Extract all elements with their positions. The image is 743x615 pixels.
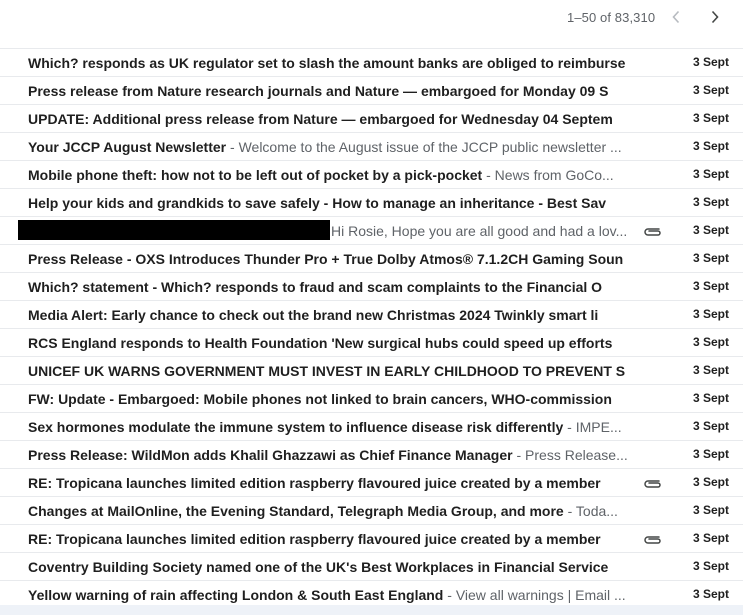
email-row[interactable] — [0, 469, 743, 497]
email-snippet: News from GoCo... — [494, 167, 614, 183]
email-subject: UPDATE: Additional press release from Nature — embargoed for Wednesday 04 Septem — [28, 111, 613, 127]
email-date: 3 Sept — [692, 167, 729, 181]
email-summary — [28, 531, 632, 547]
email-subject: Help your kids and grandkids to save safely - How to manage an inheritance - Best Sav — [28, 195, 607, 211]
email-row[interactable] — [0, 525, 743, 553]
email-row[interactable] — [0, 77, 743, 105]
email-subject: RCS England responds to Health Foundation 'New surgical hubs could speed up efforts — [28, 335, 613, 351]
email-summary — [331, 223, 632, 239]
email-summary — [28, 447, 632, 463]
chevron-left-icon — [671, 10, 681, 24]
email-date: 3 Sept — [692, 475, 729, 489]
email-date: 3 Sept — [692, 503, 729, 517]
email-summary — [28, 307, 632, 323]
subject-snippet-separator: - — [482, 167, 495, 183]
email-date: 3 Sept — [692, 195, 729, 209]
email-subject: Which? statement - Which? responds to fraud and scam complaints to the Financial O — [28, 279, 603, 295]
email-summary — [28, 559, 632, 575]
email-summary — [28, 335, 632, 351]
email-date: 3 Sept — [692, 111, 729, 125]
email-row[interactable] — [0, 273, 743, 301]
email-row[interactable] — [0, 245, 743, 273]
older-page-button[interactable] — [664, 4, 688, 30]
email-date: 3 Sept — [692, 279, 729, 293]
email-summary — [28, 279, 632, 295]
email-subject: Yellow warning of rain affecting London & South East England — [28, 587, 444, 603]
email-date: 3 Sept — [692, 335, 729, 349]
email-summary — [28, 167, 632, 183]
email-summary — [28, 111, 632, 127]
email-row[interactable] — [0, 329, 743, 357]
email-snippet: Hi Rosie, Hope you are all good and had a lov... — [331, 223, 628, 239]
email-summary — [28, 195, 632, 211]
email-date: 3 Sept — [692, 559, 729, 573]
email-date: 3 Sept — [692, 391, 729, 405]
email-row[interactable] — [0, 189, 743, 217]
email-snippet: Toda... — [575, 503, 618, 519]
email-summary — [28, 391, 632, 407]
email-date: 3 Sept — [692, 531, 729, 545]
list-toolbar — [0, 0, 743, 34]
email-snippet: Welcome to the August issue of the JCCP public newsletter ... — [238, 139, 622, 155]
email-row[interactable] — [0, 217, 743, 245]
subject-snippet-separator: - — [512, 447, 526, 463]
email-subject: Press release from Nature research journals and Nature — embargoed for Monday 09 S — [28, 83, 609, 99]
email-subject: Media Alert: Early chance to check out the brand new Christmas 2024 Twinkly smart li — [28, 307, 599, 323]
email-row[interactable] — [0, 301, 743, 329]
email-row[interactable] — [0, 105, 743, 133]
email-subject: Mobile phone theft: how not to be left out of pocket by a pick-pocket — [28, 167, 483, 183]
subject-snippet-separator: - — [443, 587, 456, 603]
email-date: 3 Sept — [692, 83, 729, 97]
email-summary — [28, 419, 632, 435]
email-date: 3 Sept — [692, 307, 729, 321]
paperclip-icon[interactable] — [641, 223, 663, 239]
email-subject: RE: Tropicana launches limited edition raspberry flavoured juice created by a member — [28, 531, 601, 547]
email-subject: Sex hormones modulate the immune system to influence disease risk differently — [28, 419, 564, 435]
email-row[interactable] — [0, 497, 743, 525]
email-summary — [28, 475, 632, 491]
email-row[interactable] — [0, 413, 743, 441]
email-subject: Your JCCP August Newsletter — [28, 139, 227, 155]
email-row[interactable] — [0, 553, 743, 581]
email-date: 3 Sept — [692, 223, 729, 237]
email-summary — [28, 587, 632, 603]
email-date: 3 Sept — [692, 139, 729, 153]
email-row[interactable] — [0, 133, 743, 161]
email-subject: FW: Update - Embargoed: Mobile phones not linked to brain cancers, WHO-commission — [28, 391, 612, 407]
email-row[interactable] — [0, 357, 743, 385]
email-row[interactable] — [0, 441, 743, 469]
paperclip-icon[interactable] — [641, 531, 663, 547]
list-top-shadow — [0, 34, 743, 42]
bottom-bar — [0, 605, 743, 615]
email-row[interactable] — [0, 161, 743, 189]
subject-snippet-separator: - — [226, 139, 239, 155]
email-subject: Press Release: WildMon adds Khalil Ghazzawi as Chief Finance Manager — [28, 447, 513, 463]
email-date: 3 Sept — [692, 447, 729, 461]
email-date: 3 Sept — [692, 363, 729, 377]
email-snippet: Press Release... — [525, 447, 628, 463]
email-summary — [28, 139, 632, 155]
email-list — [0, 20, 743, 612]
email-summary — [28, 55, 632, 71]
email-subject: Changes at MailOnline, the Evening Standard, Telegraph Media Group, and more — [28, 503, 564, 519]
email-summary — [28, 83, 632, 99]
email-subject: Which? responds as UK regulator set to slash the amount banks are obliged to reimburse — [28, 55, 626, 71]
redacted-sender — [18, 220, 330, 240]
email-row[interactable] — [0, 49, 743, 77]
subject-snippet-separator: - — [563, 503, 576, 519]
pagination-range: 1–50 of 83,310 — [567, 10, 656, 25]
email-summary — [28, 363, 632, 379]
paperclip-icon[interactable] — [641, 475, 663, 491]
email-date: 3 Sept — [692, 587, 729, 601]
email-date: 3 Sept — [692, 55, 729, 69]
email-snippet: View all warnings | Email ... — [455, 587, 626, 603]
email-snippet: IMPE... — [575, 419, 622, 435]
email-subject: Coventry Building Society named one of the UK's Best Workplaces in Financial Service — [28, 559, 609, 575]
email-summary — [28, 503, 632, 519]
newer-page-button[interactable] — [703, 4, 727, 30]
chevron-right-icon — [710, 10, 720, 24]
email-row[interactable] — [0, 385, 743, 413]
email-subject: Press Release - OXS Introduces Thunder Pro + True Dolby Atmos® 7.1.2CH Gaming Soun — [28, 251, 624, 267]
subject-snippet-separator: - — [563, 419, 576, 435]
email-subject: RE: Tropicana launches limited edition raspberry flavoured juice created by a member — [28, 475, 601, 491]
email-summary — [28, 251, 632, 267]
email-date: 3 Sept — [692, 419, 729, 433]
email-subject: UNICEF UK WARNS GOVERNMENT MUST INVEST IN EARLY CHILDHOOD TO PREVENT S — [28, 363, 626, 379]
email-date: 3 Sept — [692, 251, 729, 265]
